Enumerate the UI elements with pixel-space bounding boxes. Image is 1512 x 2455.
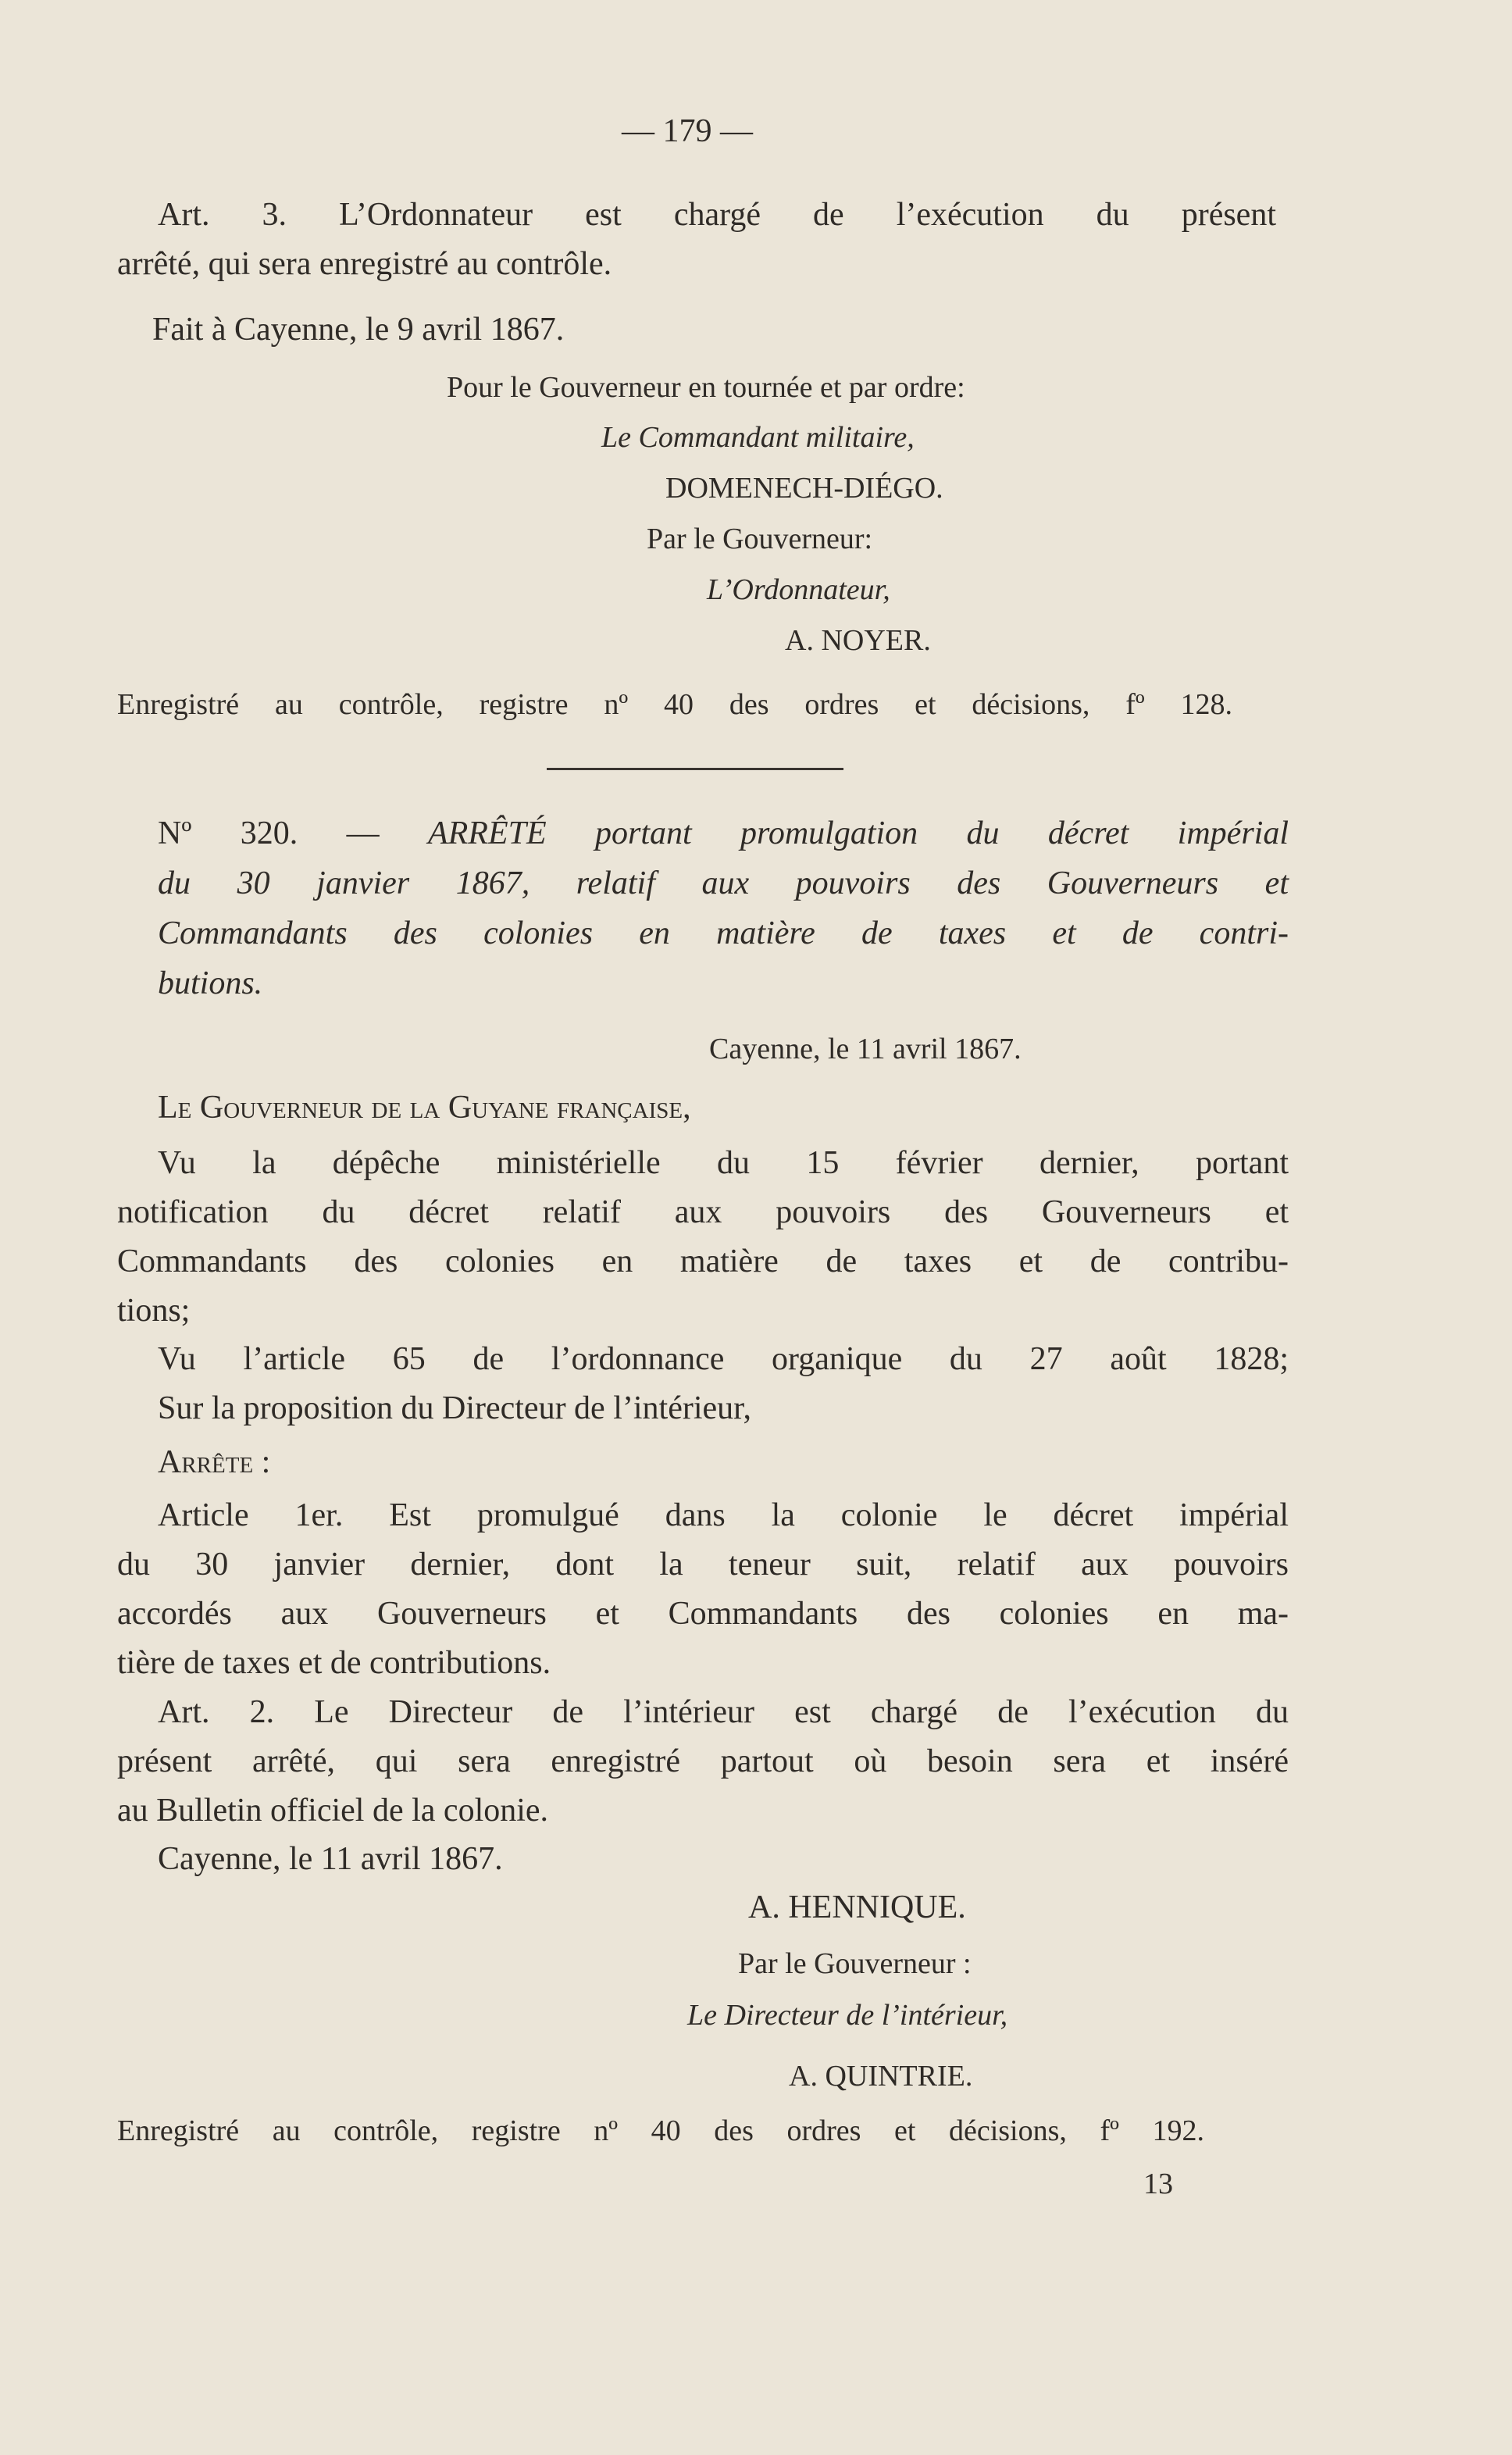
article-2-line-1: Art. 2. Le Directeur de l’intérieur est chargé de l’exécution du — [158, 1694, 1289, 1730]
vu-article-65: Vu l’article 65 de l’ordonnance organique du 27 août 1828; — [158, 1341, 1289, 1377]
par-le-gouverneur-2: Par le Gouverneur : — [738, 1947, 972, 1980]
article-3-line-1: Art. 3. L’Ordonnateur est chargé de l’exécution du présent — [158, 197, 1276, 233]
registre-note-2: Enregistré au contrôle, registre nº 40 des ordres et décisions, fº 192. — [117, 2114, 1204, 2147]
article-1-line-3: accordés aux Gouverneurs et Commandants des colonies en ma- — [117, 1596, 1289, 1632]
arrete-320-title-line-2: du 30 janvier 1867, relatif aux pouvoirs des Gouverneurs et — [158, 865, 1289, 901]
arrete-number: Nº 320. — — [158, 815, 428, 851]
article-2-line-2: présent arrêté, qui sera enregistré partout où besoin sera et inséré — [117, 1743, 1289, 1779]
signature-a-quintrie: A. QUINTRIE. — [789, 2060, 973, 2093]
signature-a-hennique: A. HENNIQUE. — [748, 1889, 966, 1925]
le-gouverneur-line: Le Gouverneur de la Guyane française, — [158, 1090, 691, 1126]
vu-depeche-line-1: Vu la dépêche ministérielle du 15 février dernier, portant — [158, 1145, 1289, 1181]
commandant-militaire: Le Commandant militaire, — [601, 421, 915, 454]
directeur-interieur: Le Directeur de l’intérieur, — [687, 1999, 1008, 2032]
arrete-title-start: ARRÊTÉ portant promulgation du décret impérial — [427, 815, 1289, 851]
signature-mark: 13 — [1143, 2168, 1173, 2200]
l-ordonnateur: L’Ordonnateur, — [707, 573, 890, 606]
vu-depeche-line-3: Commandants des colonies en matière de taxes et de contribu- — [117, 1244, 1289, 1279]
article-3-line-2: arrêté, qui sera enregistré au contrôle. — [117, 246, 612, 282]
fait-a-cayenne-1: Fait à Cayenne, le 9 avril 1867. — [152, 312, 565, 348]
arrete-320-title-line-3: Commandants des colonies en matière de taxes et de contri- — [158, 915, 1289, 951]
section-divider — [547, 768, 843, 770]
article-1-line-4: tière de taxes et de contributions. — [117, 1645, 551, 1681]
fait-a-cayenne-2: Cayenne, le 11 avril 1867. — [158, 1841, 503, 1877]
signature-domenech-diego: DOMENECH-DIÉGO. — [665, 472, 943, 505]
pour-le-gouverneur: Pour le Gouverneur en tournée et par ordre: — [447, 371, 965, 404]
arrete-320-title-line-4: butions. — [158, 965, 263, 1001]
article-1-line-1: Article 1er. Est promulgué dans la colonie le décret impérial — [158, 1497, 1289, 1533]
par-le-gouverneur-1: Par le Gouverneur: — [647, 523, 873, 555]
article-2-line-3: au Bulletin officiel de la colonie. — [117, 1793, 549, 1829]
article-1-line-2: du 30 janvier dernier, dont la teneur suit, relatif aux pouvoirs — [117, 1547, 1289, 1583]
arrete-date: Cayenne, le 11 avril 1867. — [709, 1033, 1022, 1065]
vu-depeche-line-2: notification du décret relatif aux pouvoirs des Gouverneurs et — [117, 1194, 1289, 1230]
arrete-heading: Arrête : — [158, 1444, 271, 1480]
arrete-320-title-line-1 — [158, 810, 1289, 857]
sur-la-proposition: Sur la proposition du Directeur de l’intérieur, — [158, 1390, 751, 1426]
vu-depeche-line-4: tions; — [117, 1293, 191, 1329]
registre-note-1: Enregistré au contrôle, registre nº 40 des ordres et décisions, fº 128. — [117, 688, 1232, 721]
signature-a-noyer: A. NOYER. — [785, 624, 931, 657]
page-number: — 179 — — [622, 113, 753, 149]
